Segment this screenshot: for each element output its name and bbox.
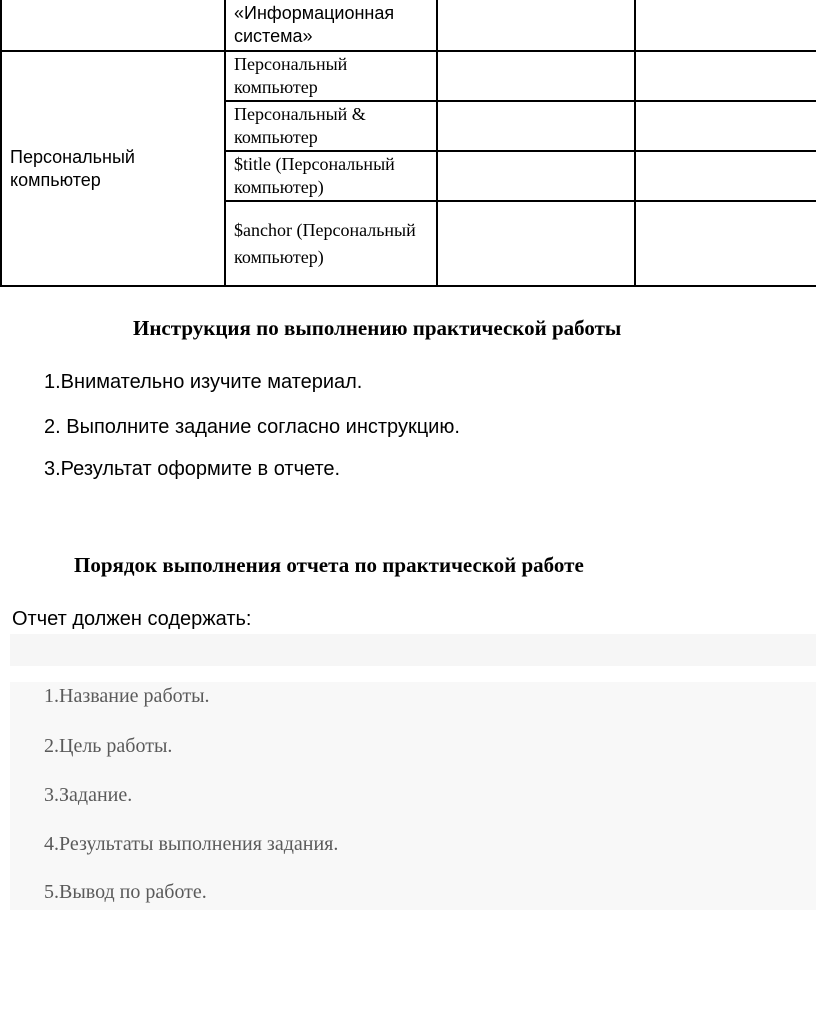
table-row: [1, 0, 816, 51]
instruction-item: 1.Внимательно изучите материал.: [44, 371, 363, 393]
table-row: [1, 51, 816, 101]
instructions-heading: Инструкция по выполнению практической работы: [133, 316, 622, 340]
table-cell-empty: [437, 201, 635, 286]
report-heading: Порядок выполнения отчета по практической работе: [74, 553, 584, 577]
instruction-item: 2. Выполните задание согласно инструкцию.: [44, 416, 460, 438]
report-item: 4.Результаты выполнения задания.: [44, 833, 339, 855]
terms-table: [0, 0, 816, 287]
report-intro: Отчет должен содержать:: [12, 608, 252, 630]
table-cell-empty: [635, 101, 816, 151]
table-cell-term: Персональный & компьютер: [225, 101, 437, 151]
table-cell-term: Персональный компьютер: [225, 51, 437, 101]
report-item: 1.Название работы.: [44, 685, 210, 707]
table-cell-empty: [437, 51, 635, 101]
table-cell-empty: [437, 101, 635, 151]
report-item: 3.Задание.: [44, 784, 133, 806]
table-cell-empty: [635, 51, 816, 101]
table-cell-empty: [635, 151, 816, 201]
table-cell-empty: [437, 151, 635, 201]
table-cell-term: «Информационная система»: [225, 0, 437, 51]
highlight-band: [10, 634, 816, 666]
table-cell-term: $anchor (Персональный компьютер): [225, 201, 437, 286]
table-cell-empty: [635, 0, 816, 51]
report-item: 5.Вывод по работе.: [44, 881, 207, 903]
table-cell-empty: [437, 0, 635, 51]
table-cell-empty: [635, 201, 816, 286]
table-cell-empty: [1, 0, 225, 51]
instruction-item: 3.Результат оформите в отчете.: [44, 458, 341, 480]
report-item: 2.Цель работы.: [44, 735, 173, 757]
table-cell-term: $title (Персональный компьютер): [225, 151, 437, 201]
table-cell-group-label: Персональный компьютер: [1, 51, 225, 286]
